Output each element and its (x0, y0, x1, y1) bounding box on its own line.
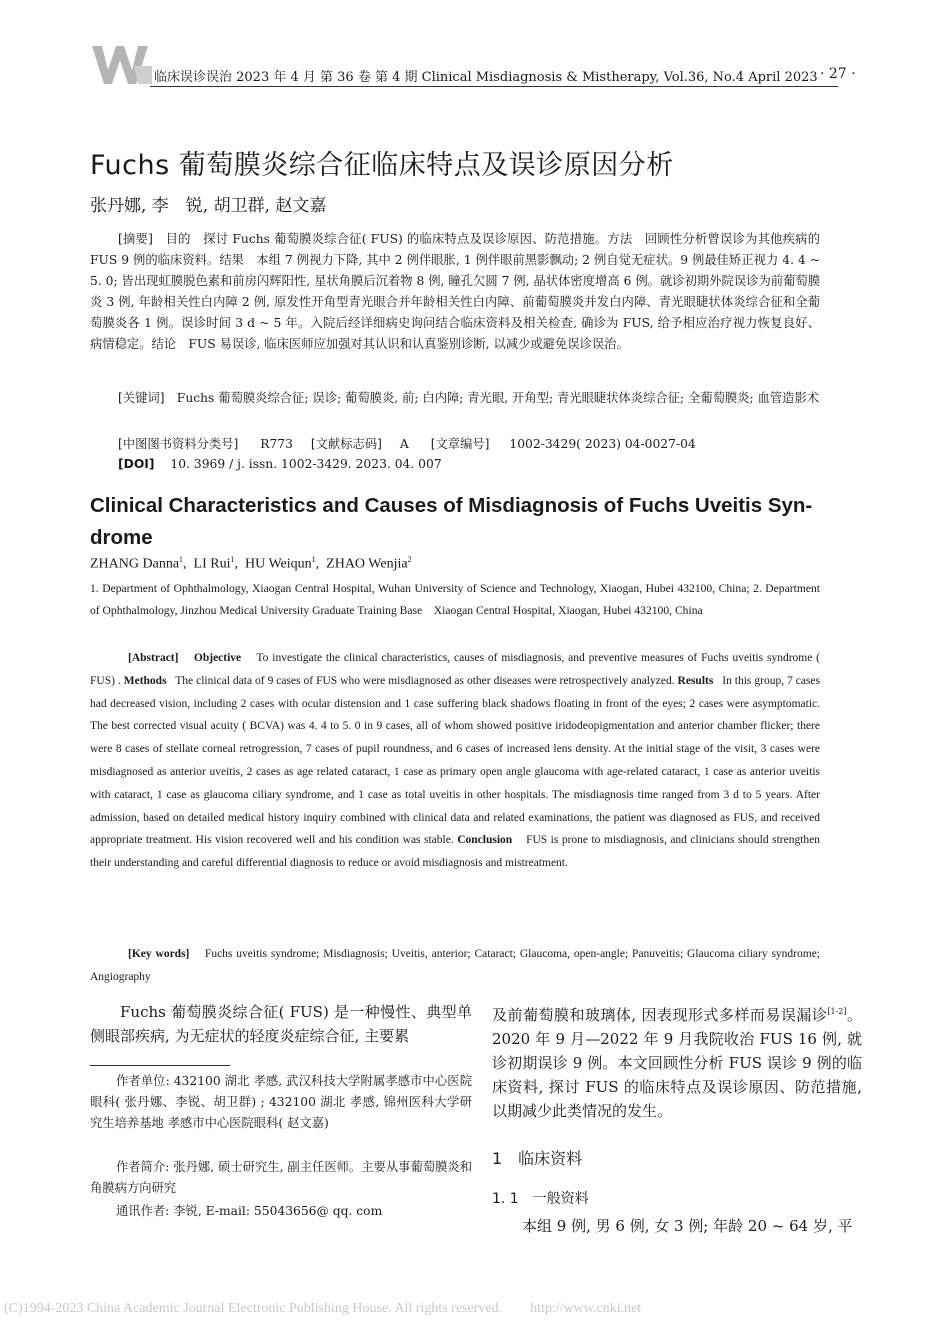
article-number-value: 1002-3429( 2023) 04-0027-04 (509, 437, 696, 451)
body-right-column (492, 1000, 862, 1123)
running-header (90, 44, 860, 88)
footnote-bio: 作者简介: 张丹娜, 硕士研究生, 副主任医师。主要从事葡萄膜炎和角膜病方向研究 (90, 1160, 472, 1195)
objective-text: To investigate the clinical characteristics, causes of misdiagnosis, and preventive measures of Fuchs uveitis syndrome ( FUS) . (90, 652, 821, 687)
keywords-en (90, 943, 820, 989)
results-text: In this group, 7 cases had decreased vision, including 2 cases with ocular distension and 1 case suffering black shadows floating in front of the eyes; 2 cases were asymptomatic. The best corrected visual acuity ( BCVA) was 4. 4 to 5. 0 in 9 cases, all of whom showed positive iridodeopigmentation and anterior chamber flicker; there were 8 cases of stellate corneal retrogression, 7 cases of pupil roundness, and 6 cases of increased lens density. At the initial stage of the visit, 3 cases were misdiagnosed as anterior uveitis, 2 cases as age related cataract, 1 case as primary open angle glaucoma with age-related cataract, 1 case as anterior uveitis with cataract, 1 case as glaucoma ciliary syndrome, and 1 case as total uveitis in other hospitals. The misdiagnosis time ranged from 3 d to 5 years. After admission, based on detailed medical history inquiry combined with clinical data and related examinations, the patient was diagnosed as FUS, and received appropriate treatment. His vision recovered well and his condition was stable. (90, 674, 821, 847)
author-1-aff: 1 (179, 555, 184, 564)
methods-text: The clinical data of 9 cases of FUS who were misdiagnosed as other diseases were retrospectively analyzed. (175, 674, 675, 687)
body-intro-right-a: 及前葡萄膜和玻璃体, 因表现形式多样而易误漏诊 (492, 1006, 828, 1024)
body-left-column (90, 1000, 472, 1048)
abstract-cn-text: 目的 探讨 Fuchs 葡萄膜炎综合征( FUS) 的临床特点及误诊原因、防范措施。方法 回顾性分析曾误诊为其他疾病的 FUS 9 例的临床资料。结果 本组 7 例视力下降, 其中 2 例伴眼胀, 1 例伴眼前黑影飘动; 2 例自觉无症状。9 例最佳矫正视力 4. 4 ~ 5. 0; 皆出现虹膜脱色素和前房闪辉阳性, 星状角膜后沉着物 8 例, 瞳孔欠圆 7 例, 晶状体密度增高 6 例。就诊初期外院误诊为前葡萄膜炎 3 例, 年龄相关性白内障 2 例, 原发性开角型青光眼合并年龄相关性白内障、前葡萄膜炎并发白内障、青光眼睫状体炎综合征和全葡萄膜炎各 1 例。误诊时间 3 d ~ 5 年。入院后经详细病史询问结合临床资料及相关检查, 确诊为 FUS, 给予相应治疗视力恢复良好、病情稳定。结论 FUS 易误诊, 临床医师应加强对其认识和认真鉴别诊断, 以减少或避免误诊误治。 (90, 232, 820, 351)
footnote-rule (90, 1065, 230, 1066)
clc-label: [中图图书资料分类号] (118, 437, 239, 451)
conclusion-text: FUS is prone to misdiagnosis, and clinicians should strengthen their understanding and careful differential diagnosis to reduce or avoid misdiagnosis and mistreatment. (90, 834, 821, 870)
author-2-aff: 1 (230, 555, 235, 564)
keywords-en-label: [Key words] (128, 948, 190, 960)
article-title-cn: Fuchs 葡萄膜炎综合征临床特点及误诊原因分析 (90, 150, 674, 181)
authors-cn: 张丹娜, 李 锐, 胡卫群, 赵文嘉 (90, 196, 327, 216)
doi-value: 10. 3969 / j. issn. 1002-3429. 2023. 04. 007 (170, 457, 442, 471)
author-2: LI Rui (193, 556, 231, 572)
clc-value: R773 (260, 437, 293, 451)
section-heading-1: 1 临床资料 (492, 1149, 583, 1168)
body-intro-right-b: 。2020 年 9 月—2022 年 9 月我院收治 FUS 16 例, 就诊初期误诊 9 例。本文回顾性分析 FUS 误诊 9 例的临床资料, 探讨 FUS 的临床特点及误诊原因、防范措施, 以期减少此类情况的发生。 (492, 1006, 862, 1120)
keywords-en-text: Fuchs uveitis syndrome; Misdiagnosis; Uveitis, anterior; Cataract; Glaucoma, open-angle; Panuveitis; Glaucoma ciliary syndrome; Angiography (90, 948, 821, 983)
author-4: ZHAO Wenjia (326, 556, 408, 572)
journal-header-text: 临床误诊误治 2023 年 4 月 第 36 卷 第 4 期 Clinical Misdiagnosis & Mistherapy, Vol.36, No.4 April 2023 (154, 70, 818, 85)
author-1: ZHANG Danna (90, 556, 180, 572)
results-label: Results (677, 674, 714, 687)
copyright-watermark: (C)1994-2023 China Academic Journal Electronic Publishing House. All rights reserved. http://www.cnki.net (4, 1301, 642, 1316)
objective-label: Objective (193, 652, 242, 664)
abstract-cn-label: [摘要] (118, 232, 153, 246)
methods-label: Methods (123, 674, 167, 687)
author-4-aff: 2 (407, 555, 412, 564)
body-intro-left: Fuchs 葡萄膜炎综合征( FUS) 是一种慢性、典型单侧眼部疾病, 为无症状的轻度炎症综合征, 主要累 (90, 1003, 472, 1045)
body-intro-right (492, 1000, 862, 1123)
classification-row (118, 434, 696, 452)
doc-code-value: A (399, 437, 409, 451)
doi-label: [DOI] (118, 457, 155, 471)
section-1-1-text: 本组 9 例, 男 6 例, 女 3 例; 年龄 20 ~ 64 岁, 平 (522, 1217, 853, 1235)
abstract-en (90, 647, 820, 875)
keywords-cn-label: [关键词] (118, 391, 165, 405)
section-heading-1-1: 1. 1 一般资料 (492, 1191, 589, 1207)
footnote-unit: 作者单位: 432100 湖北 孝感, 武汉科技大学附属孝感市中心医院眼科( 张丹娜、李锐、胡卫群) ; 432100 湖北 孝感, 锦州医科大学研究生培养基地 孝感市中心医院眼科( 赵文嘉) (90, 1074, 472, 1130)
keywords-cn-text: Fuchs 葡萄膜炎综合征; 误诊; 葡萄膜炎, 前; 白内障; 青光眼, 开角型; 青光眼睫状体炎综合征; 全葡萄膜炎; 血管造影术 (164, 391, 820, 405)
doi-row (118, 457, 442, 471)
header-rule (150, 86, 838, 87)
article-number-label: [文章编号] (430, 437, 490, 451)
affiliations-en: 1. Department of Ophthalmology, Xiaogan Central Hospital, Wuhan University of Science and Technology, Xiaogan, Hubei 432100, China; 2. Department of Ophthalmology, Jinzhou Medical University Graduate Training Base Xiaogan Central Hospital, Xiaogan, Hubei 432100, China (90, 582, 820, 617)
conclusion-label: Conclusion (457, 834, 513, 847)
article-title-en: Clinical Characteristics and Causes of Misdiagnosis of Fuchs Uveitis Syn-drome (90, 494, 813, 549)
footnote-corresponding: 通讯作者: 李锐, E-mail: 55043656@ qq. com (116, 1204, 383, 1218)
abstract-cn (90, 229, 820, 355)
keywords-cn (90, 388, 820, 409)
author-3: HU Weiqun (244, 556, 312, 572)
author-3-aff: 1 (311, 555, 316, 564)
page-number: · 27 · (820, 66, 856, 82)
doc-code-label: [文献标志码] (310, 437, 382, 451)
abstract-en-label: [Abstract] (128, 652, 179, 664)
authors-en: ZHANG Danna$^1$, LI Rui$^1$, HU Weiqun$^1$, ZHAO Wenjia$^2$ (90, 555, 412, 572)
journal-logo-icon (90, 44, 154, 86)
citation-ref: [1-2] (827, 1007, 847, 1016)
